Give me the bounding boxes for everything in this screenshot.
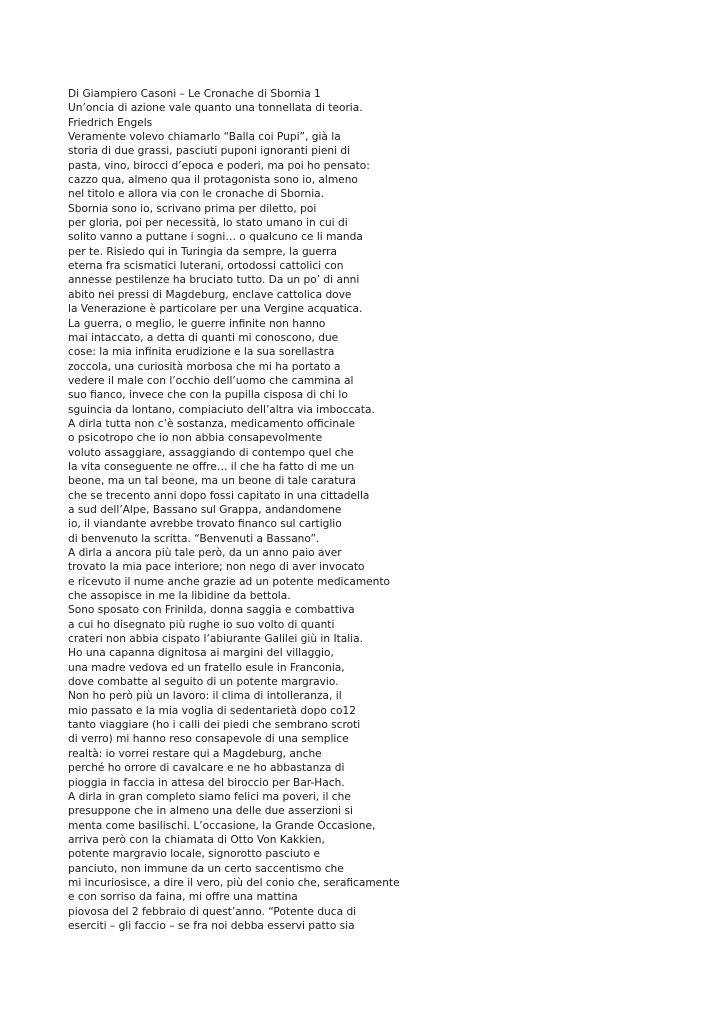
text-line: zoccola, una curiosità morbosa che mi ha portato a — [68, 360, 341, 373]
text-line: Friedrich Engels — [68, 116, 153, 129]
text-line: arriva però con la chiamata di Otto Von Kakkien, — [68, 833, 325, 846]
text-line: e ricevuto il nume anche grazie ad un potente medicamento — [68, 575, 391, 588]
text-line: voluto assaggiare, assaggiando di contempo quel che — [68, 446, 354, 459]
text-line: Di Giampiero Casoni – Le Cronache di Sbornia 1 — [68, 88, 321, 100]
text-line: una madre vedova ed un fratello esule in Franconia, — [68, 661, 345, 674]
text-line: eserciti – gli faccio – se fra noi debba esservi patto sia — [68, 919, 355, 932]
text-line: abito nei pressi di Magdeburg, enclave cattolica dove — [68, 288, 352, 301]
text-line: tanto viaggiare (ho i calli dei piedi che sembrano scroti — [68, 719, 361, 732]
text-line: cazzo qua, almeno qua il protagonista sono io, almeno — [68, 174, 358, 187]
text-line: nel titolo e allora via con le cronache di Sbornia. — [68, 188, 325, 201]
text-line: mai intaccato, a detta di quanti mi conoscono, due — [68, 331, 339, 344]
text-line: presuppone che in almeno una delle due asserzioni si — [68, 805, 353, 818]
text-line: storia di due grassi, pasciuti puponi ignoranti pieni di — [68, 145, 351, 158]
text-line: cose: la mia infinita erudizione e la sua sorellastra — [68, 346, 335, 359]
text-line: crateri non abbia cispato l’abiurante Galilei giù in Italia. — [68, 633, 363, 646]
text-line: Ho una capanna dignitosa ai margini del villaggio, — [68, 647, 334, 660]
document-body-text — [68, 87, 400, 933]
text-line: per te. Risiedo qui in Turingia da sempre, la guerra — [68, 245, 337, 258]
text-line: solito vanno a puttane i sogni… o qualcuno ce li manda — [68, 231, 363, 244]
text-line: menta come basilischi. L’occasione, la Grande Occasione, — [68, 819, 376, 832]
text-line: io, il viandante avrebbe trovato financo sul cartiglio — [68, 518, 342, 531]
text-line: sguincia da lontano, compiaciuto dell’altra via imboccata. — [68, 403, 375, 416]
text-line: A dirla in gran completo siamo felici ma poveri, il che — [68, 790, 351, 803]
text-line: che se trecento anni dopo fossi capitato in una cittadella — [68, 489, 370, 502]
text-line: pioggia in faccia in attesa del biroccio per Bar-Hach. — [68, 776, 345, 789]
text-line: e con sorriso da faina, mi offre una mattina — [68, 891, 298, 904]
text-line: o psicotropo che io non abbia consapevolmente — [68, 432, 323, 445]
text-line: la vita conseguente ne offre… il che ha fatto di me un — [68, 460, 355, 473]
text-line: a cui ho disegnato più rughe io suo volto di quanti — [68, 618, 335, 631]
text-line: trovato la mia pace interiore; non nego di aver invocato — [68, 561, 365, 574]
text-line: A dirla tutta non c’è sostanza, medicamento officinale — [68, 417, 356, 430]
text-line: a sud dell’Alpe, Bassano sul Grappa, andandomene — [68, 503, 342, 516]
text-line: potente margravio locale, signorotto pasciuto e — [68, 848, 321, 861]
text-line: di verro) mi hanno reso consapevole di una semplice — [68, 733, 349, 746]
text-line: realtà: io vorrei restare qui a Magdeburg, anche — [68, 747, 322, 760]
text-line: Non ho però più un lavoro: il clima di intolleranza, il — [68, 690, 342, 703]
text-line: dove combatte al seguito di un potente margravio. — [68, 676, 339, 689]
text-line: suo fianco, invece che con la pupilla cisposa di chi lo — [68, 389, 348, 402]
text-line: beone, ma un tal beone, ma un beone di tale caratura — [68, 475, 356, 488]
text-line: Veramente volevo chiamarlo “Balla coi Pupi”, già la — [68, 131, 341, 144]
text-line: pasta, vino, birocci d’epoca e poderi, ma poi ho pensato: — [68, 159, 370, 172]
text-line: Un’oncia di azione vale quanto una tonnellata di teoria. — [68, 102, 363, 115]
text-line: Sono sposato con Frinilda, donna saggia e combattiva — [68, 604, 355, 617]
text-line: La guerra, o meglio, le guerre infinite non hanno — [68, 317, 326, 330]
text-line: panciuto, non immune da un certo saccentismo che — [68, 862, 344, 875]
text-line: eterna fra scismatici luterani, ortodossi cattolici con — [68, 260, 344, 273]
text-line: che assopisce in me la libidine da bettola. — [68, 590, 291, 603]
text-line: annesse pestilenze ha bruciato tutto. Da un po’ di anni — [68, 274, 360, 287]
text-line: per gloria, poi per necessità, lo stato umano in cui di — [68, 217, 348, 230]
text-line: vedere il male con l’occhio dell’uomo che cammina al — [68, 374, 354, 387]
text-line: piovosa del 2 febbraio di quest’anno. “Potente duca di — [68, 905, 357, 918]
text-line: perché ho orrore di cavalcare e ne ho abbastanza di — [68, 762, 345, 775]
text-line: mio passato e la mia voglia di sedentarietà dopo co12 — [68, 704, 356, 717]
text-line: la Venerazione è particolare per una Vergine acquatica. — [68, 303, 363, 316]
text-line: Sbornia sono io, scrivano prima per diletto, poi — [68, 202, 317, 215]
text-line: di benvenuto la scritta. “Benvenuti a Bassano”. — [68, 532, 320, 545]
text-line: A dirla a ancora più tale però, da un anno paio aver — [68, 547, 342, 559]
text-line: mi incuriosisce, a dire il vero, più del conio che, seraficamente — [68, 876, 400, 889]
